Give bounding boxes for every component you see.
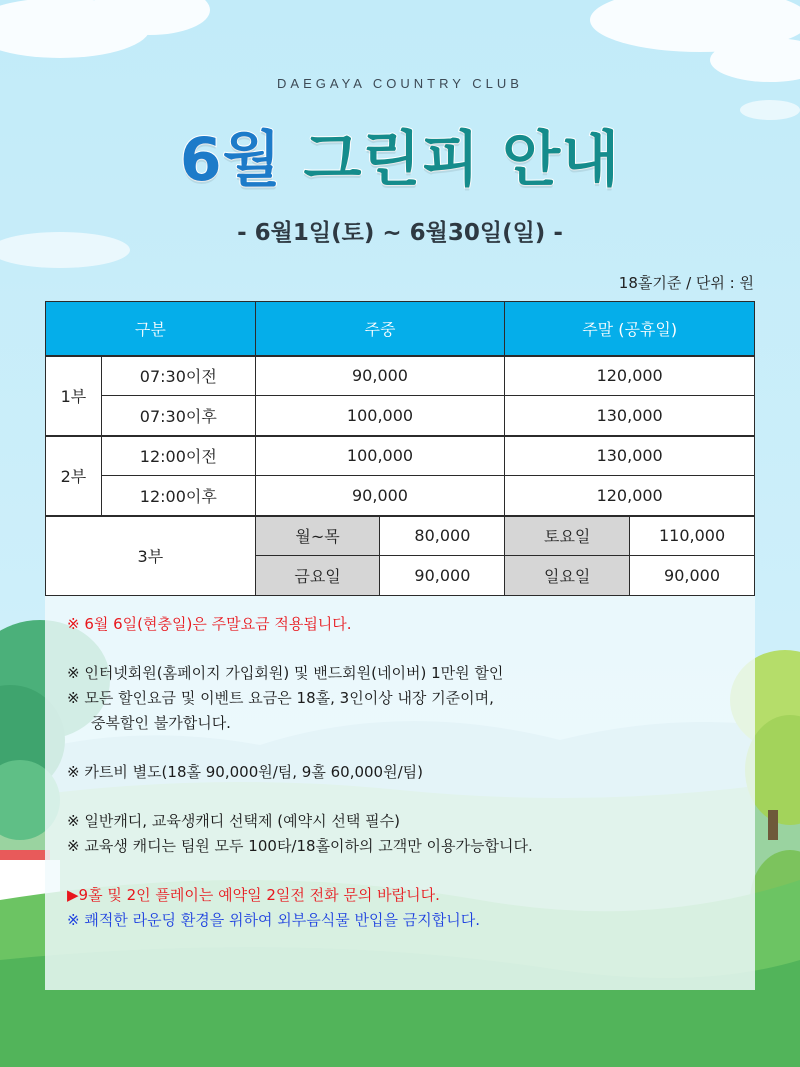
title-month: 6월 bbox=[179, 125, 282, 195]
table-header-row bbox=[46, 302, 755, 356]
day-price: 90,000 bbox=[380, 556, 505, 596]
table-row bbox=[46, 516, 755, 556]
green-fee-table bbox=[45, 301, 755, 596]
tee-time: 07:30이전 bbox=[101, 356, 255, 396]
day-label: 월~목 bbox=[255, 516, 380, 556]
header-weekend: 주말 (공휴일) bbox=[505, 302, 755, 356]
day-label: 일요일 bbox=[505, 556, 630, 596]
tee-time: 12:00이후 bbox=[101, 476, 255, 516]
holiday-note: ※ 6월 6일(현충일)은 주말요금 적용됩니다. bbox=[67, 615, 352, 633]
condition-note: ※ 모든 할인요금 및 이벤트 요금은 18홀, 3인이상 내장 기준이며, bbox=[67, 689, 494, 707]
weekday-price: 100,000 bbox=[255, 436, 505, 476]
trainee-caddie-note: ※ 교육생 캐디는 팀원 모두 100타/18홀이하의 고객만 이용가능합니다. bbox=[67, 837, 533, 855]
part-label: 3부 bbox=[46, 516, 256, 596]
condition-note-continued: 중복할인 불가합니다. bbox=[91, 714, 231, 732]
caddie-note: ※ 일반캐디, 교육생캐디 선택제 (예약시 선택 필수) bbox=[67, 812, 400, 830]
header-category: 구분 bbox=[46, 302, 256, 356]
notice-panel bbox=[45, 596, 755, 990]
table-row bbox=[46, 396, 755, 436]
day-price: 90,000 bbox=[630, 556, 755, 596]
title-main: 그린피 안내 bbox=[303, 125, 621, 195]
table-row bbox=[46, 476, 755, 516]
table-row bbox=[46, 356, 755, 396]
weekday-price: 100,000 bbox=[255, 396, 505, 436]
weekday-price: 90,000 bbox=[255, 356, 505, 396]
tee-time: 07:30이후 bbox=[101, 396, 255, 436]
tee-time: 12:00이전 bbox=[101, 436, 255, 476]
part-label: 2부 bbox=[46, 436, 102, 516]
reservation-note: ▶9홀 및 2인 플레이는 예약일 2일전 전화 문의 바랍니다. bbox=[67, 886, 440, 904]
weekend-price: 130,000 bbox=[505, 436, 755, 476]
day-price: 110,000 bbox=[630, 516, 755, 556]
day-label: 금요일 bbox=[255, 556, 380, 596]
weekend-price: 120,000 bbox=[505, 356, 755, 396]
period: - 6월1일(토) ~ 6월30일(일) - bbox=[237, 220, 563, 246]
part-label: 1부 bbox=[46, 356, 102, 436]
weekday-price: 90,000 bbox=[255, 476, 505, 516]
header-weekday: 주중 bbox=[255, 302, 505, 356]
cart-fee-note: ※ 카트비 별도(18홀 90,000원/팀, 9홀 60,000원/팀) bbox=[67, 763, 423, 781]
day-price: 80,000 bbox=[380, 516, 505, 556]
outside-food-note: ※ 쾌적한 라운딩 환경을 위하여 외부음식물 반입을 금지합니다. bbox=[67, 911, 480, 929]
page-title bbox=[0, 112, 800, 198]
discount-note: ※ 인터넷회원(홈페이지 가입회원) 및 밴드회원(네이버) 1만원 할인 bbox=[67, 664, 504, 682]
day-label: 토요일 bbox=[505, 516, 630, 556]
weekend-price: 130,000 bbox=[505, 396, 755, 436]
table-row bbox=[46, 436, 755, 476]
weekend-price: 120,000 bbox=[505, 476, 755, 516]
club-name: DAEGAYA COUNTRY CLUB bbox=[277, 76, 523, 91]
unit-note: 18홀기준 / 단위 : 원 bbox=[618, 274, 754, 292]
